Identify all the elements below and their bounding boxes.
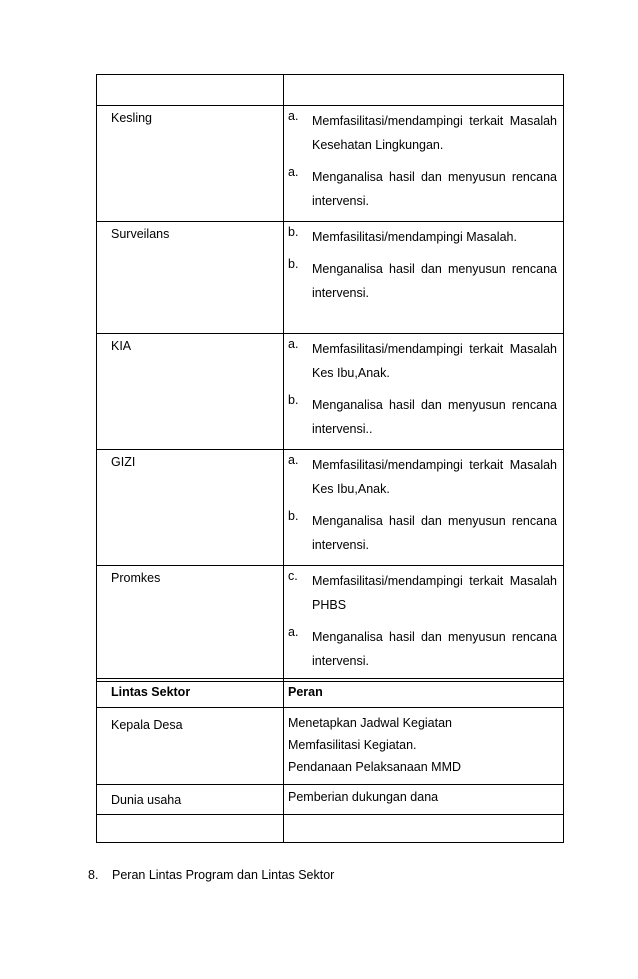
table-cell-empty: [284, 75, 564, 106]
role-text-line: Memfasilitasi/mendampingi terkait Masalah: [312, 342, 557, 356]
table-row: [97, 566, 564, 682]
role-text-line: intervensi.: [312, 654, 369, 668]
sector-name: Dunia usaha: [111, 793, 182, 807]
role-text-line: PHBS: [312, 598, 347, 612]
program-roles-cell: [284, 450, 564, 566]
role-text-line: Memfasilitasi/mendampingi terkait Masalah: [312, 574, 557, 588]
list-marker: b.: [288, 257, 299, 271]
column-header: Lintas Sektor: [97, 679, 284, 708]
table-header-row: [97, 679, 564, 708]
sector-name-cell: [97, 708, 284, 785]
list-marker: a.: [288, 625, 299, 639]
program-roles-cell: [284, 566, 564, 682]
program-roles-cell: [284, 106, 564, 222]
program-roles-cell: [284, 334, 564, 450]
table-row: [97, 334, 564, 450]
list-item: [288, 625, 557, 673]
role-line: Pendanaan Pelaksanaan MMD: [288, 760, 462, 774]
role-text-line: intervensi.: [312, 286, 369, 300]
program-name-cell: [97, 222, 284, 334]
list-item: [288, 453, 557, 501]
table-row: [97, 450, 564, 566]
sector-name-cell: [97, 785, 284, 815]
section-number: 8.: [88, 868, 99, 882]
list-item: [288, 569, 557, 617]
role-text-line: Menganalisa hasil dan menyusun rencana: [312, 398, 557, 412]
program-name: KIA: [111, 339, 132, 353]
list-marker: c.: [288, 569, 298, 583]
program-name-cell: [97, 106, 284, 222]
role-text-line: Kes Ibu,Anak.: [312, 366, 390, 380]
list-item: [288, 257, 557, 305]
list-marker: b.: [288, 509, 299, 523]
role-line: Pemberian dukungan dana: [288, 790, 439, 804]
role-text-line: Menganalisa hasil dan menyusun rencana: [312, 630, 557, 644]
list-marker: a.: [288, 453, 299, 467]
role-text-line: intervensi.: [312, 538, 369, 552]
table-cell-empty: [97, 815, 284, 843]
role-text-line: intervensi.: [312, 194, 369, 208]
list-item: [288, 393, 557, 441]
role-text-line: Menganalisa hasil dan menyusun rencana: [312, 262, 557, 276]
role-line: Menetapkan Jadwal Kegiatan: [288, 716, 453, 730]
program-name: Promkes: [111, 571, 161, 585]
table-row: [97, 106, 564, 222]
list-marker: a.: [288, 165, 299, 179]
role-text-line: intervensi..: [312, 422, 373, 436]
sector-role-table: [96, 678, 564, 843]
program-roles-cell: [284, 222, 564, 334]
list-item: [288, 509, 557, 557]
role-text-line: Memfasilitasi/mendampingi Masalah.: [312, 230, 517, 244]
table-row: [97, 785, 564, 815]
program-name: Surveilans: [111, 227, 170, 241]
program-name: GIZI: [111, 455, 136, 469]
section-title: Peran Lintas Program dan Lintas Sektor: [112, 868, 335, 882]
table-cell-empty: [284, 815, 564, 843]
column-header: Peran: [284, 679, 564, 708]
list-marker: b.: [288, 393, 299, 407]
table-row: [97, 815, 564, 843]
role-text-line: Menganalisa hasil dan menyusun rencana: [312, 170, 557, 184]
sector-name: Kepala Desa: [111, 718, 183, 732]
table-row: [97, 222, 564, 334]
list-marker: a.: [288, 337, 299, 351]
list-item: [288, 225, 557, 249]
sector-roles-cell: [284, 708, 564, 785]
program-name-cell: [97, 334, 284, 450]
list-item: [288, 109, 557, 157]
list-marker: b.: [288, 225, 299, 239]
program-name: Kesling: [111, 111, 152, 125]
list-marker: a.: [288, 109, 299, 123]
role-text-line: Kes Ibu,Anak.: [312, 482, 390, 496]
table-row: [97, 75, 564, 106]
role-text-line: Menganalisa hasil dan menyusun rencana: [312, 514, 557, 528]
list-item: [288, 165, 557, 213]
role-line: Memfasilitasi Kegiatan.: [288, 738, 417, 752]
program-name-cell: [97, 566, 284, 682]
role-text-line: Kesehatan Lingkungan.: [312, 138, 444, 152]
list-item: [288, 337, 557, 385]
program-role-table: [96, 74, 564, 682]
table-row: [97, 708, 564, 785]
table-cell-empty: [97, 75, 284, 106]
section-heading: [88, 868, 334, 882]
sector-roles-cell: [284, 785, 564, 815]
role-text-line: Memfasilitasi/mendampingi terkait Masalah: [312, 458, 557, 472]
program-name-cell: [97, 450, 284, 566]
role-text-line: Memfasilitasi/mendampingi terkait Masalah: [312, 114, 557, 128]
